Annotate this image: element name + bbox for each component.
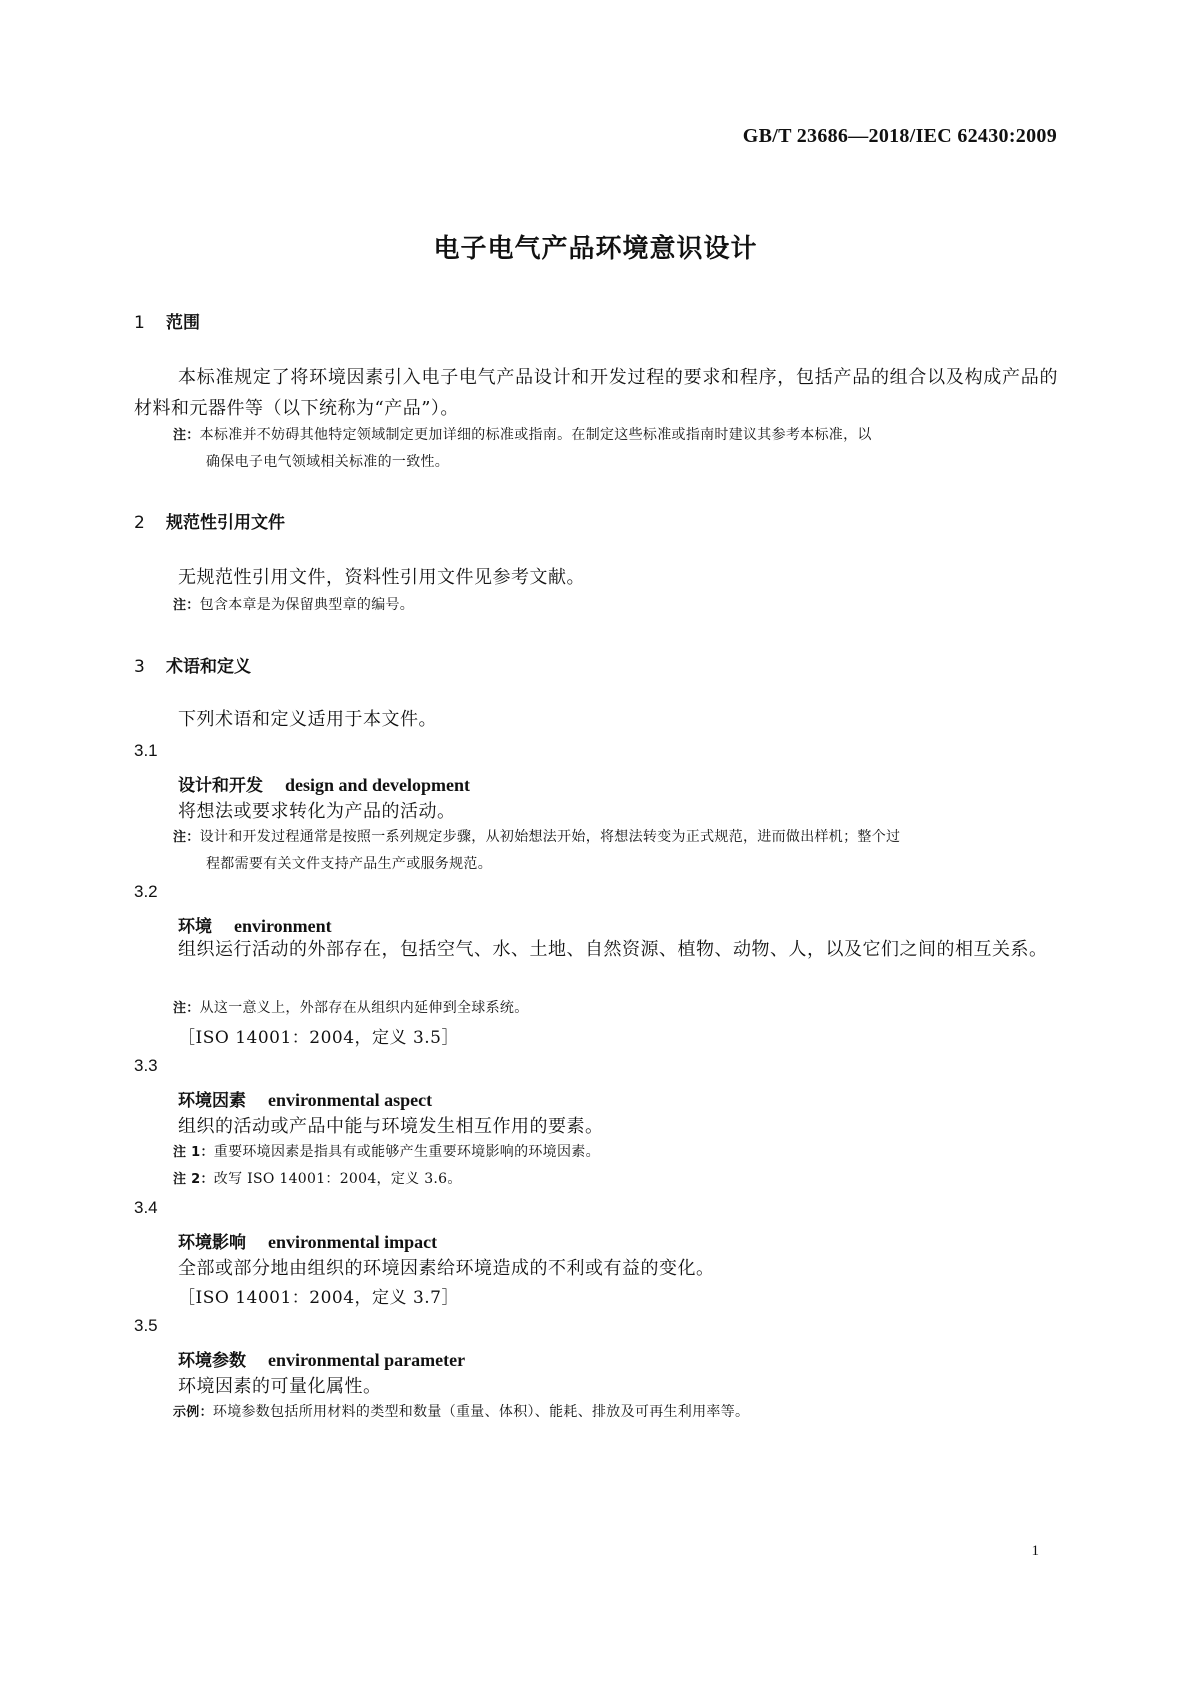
section-number: 2 (134, 513, 145, 533)
section-2-heading (134, 508, 285, 533)
term-heading (178, 1086, 432, 1111)
term-definition: 组织的活动或产品中能与环境发生相互作用的要素。 (178, 1116, 604, 1137)
note-label: 注： (173, 1001, 200, 1016)
note-text: 重要环境因素是指具有或能够产生重要环境影响的环境因素。 (213, 1144, 600, 1160)
term-chinese: 环境参数 (178, 1351, 246, 1371)
note-label: 注 1： (173, 1145, 214, 1160)
term-heading (178, 771, 470, 796)
section-number: 1 (134, 313, 145, 333)
term-number: 3.3 (134, 1056, 158, 1075)
term-definition: 全部或部分地由组织的环境因素给环境造成的不利或有益的变化。 (178, 1258, 715, 1279)
section-title: 术语和定义 (166, 657, 251, 677)
term-english: environmental parameter (268, 1350, 466, 1370)
note-text: 从这一意义上，外部存在从组织内延伸到全球系统。 (199, 1000, 529, 1016)
term-source: ［ISO 14001：2004，定义 3.5］ (178, 1028, 459, 1048)
page-number: 1 (1031, 1543, 1039, 1559)
note-label: 注： (173, 598, 200, 613)
term-example (173, 1399, 1063, 1426)
term-number: 3.1 (134, 741, 158, 760)
term-number: 3.2 (134, 882, 158, 901)
term-english: environment (234, 916, 332, 936)
note-text: 设计和开发过程通常是按照一系列规定步骤，从初始想法开始，将想法转变为正式规范，进而做出样机；整个过 (199, 829, 901, 845)
section-number: 3 (134, 657, 145, 677)
note-label: 注： (173, 428, 200, 443)
section-3-heading (134, 652, 251, 677)
term-definition: 组织运行活动的外部存在，包括空气、水、土地、自然资源、植物、动物、人，以及它们之间的相互关系。 (178, 939, 1048, 960)
note-continuation: 确保电子电气领域相关标准的一致性。 (206, 454, 450, 470)
section-1-note (173, 422, 1063, 476)
term-number: 3.5 (134, 1316, 158, 1335)
note-label: 注 2： (173, 1172, 214, 1187)
term-definition: 将想法或要求转化为产品的活动。 (178, 801, 456, 822)
example-text: 环境参数包括所用材料的类型和数量（重量、体积）、能耗、排放及可再生利用率等。 (212, 1404, 750, 1420)
example-label: 示例： (173, 1405, 213, 1420)
standard-code: GB/T 23686—2018/IEC 62430:2009 (742, 125, 1057, 147)
term-note (173, 995, 1063, 1022)
note-continuation: 程都需要有关文件支持产品生产或服务规范。 (206, 856, 492, 872)
section-title: 规范性引用文件 (166, 513, 285, 533)
section-2-paragraph: 无规范性引用文件，资料性引用文件见参考文献。 (178, 567, 585, 588)
term-chinese: 设计和开发 (178, 776, 263, 796)
term-chinese: 环境 (178, 917, 212, 937)
term-definition: 环境因素的可量化属性。 (178, 1376, 382, 1397)
note-text: 本标准并不妨碍其他特定领域制定更加详细的标准或指南。在制定这些标准或指南时建议其参考本标准，以 (199, 427, 872, 443)
section-title: 范围 (166, 313, 200, 333)
term-english: environmental impact (268, 1232, 438, 1252)
term-heading (178, 1346, 465, 1371)
term-heading (178, 1228, 437, 1253)
term-chinese: 环境因素 (178, 1091, 246, 1111)
note-label: 注： (173, 830, 200, 845)
note-text: 包含本章是为保留典型章的编号。 (199, 597, 415, 613)
term-source: ［ISO 14001：2004，定义 3.7］ (178, 1288, 459, 1308)
document-title: 电子电气产品环境意识设计 (433, 234, 758, 264)
term-note-2 (173, 1166, 1063, 1193)
term-chinese: 环境影响 (178, 1233, 246, 1253)
section-1-paragraph: 本标准规定了将环境因素引入电子电气产品设计和开发过程的要求和程序，包括产品的组合以及构成产品的材料和元器件等（以下统称为“产品”）。 (134, 367, 1058, 419)
term-number: 3.4 (134, 1198, 158, 1217)
note-text: 改写 ISO 14001：2004，定义 3.6。 (213, 1171, 462, 1187)
term-note-1 (173, 1139, 1063, 1166)
section-2-note (173, 592, 1063, 619)
section-1-heading (134, 308, 200, 333)
section-3-intro: 下列术语和定义适用于本文件。 (178, 709, 437, 730)
term-english: design and development (285, 775, 471, 795)
term-note (173, 824, 1063, 878)
term-english: environmental aspect (268, 1090, 433, 1110)
